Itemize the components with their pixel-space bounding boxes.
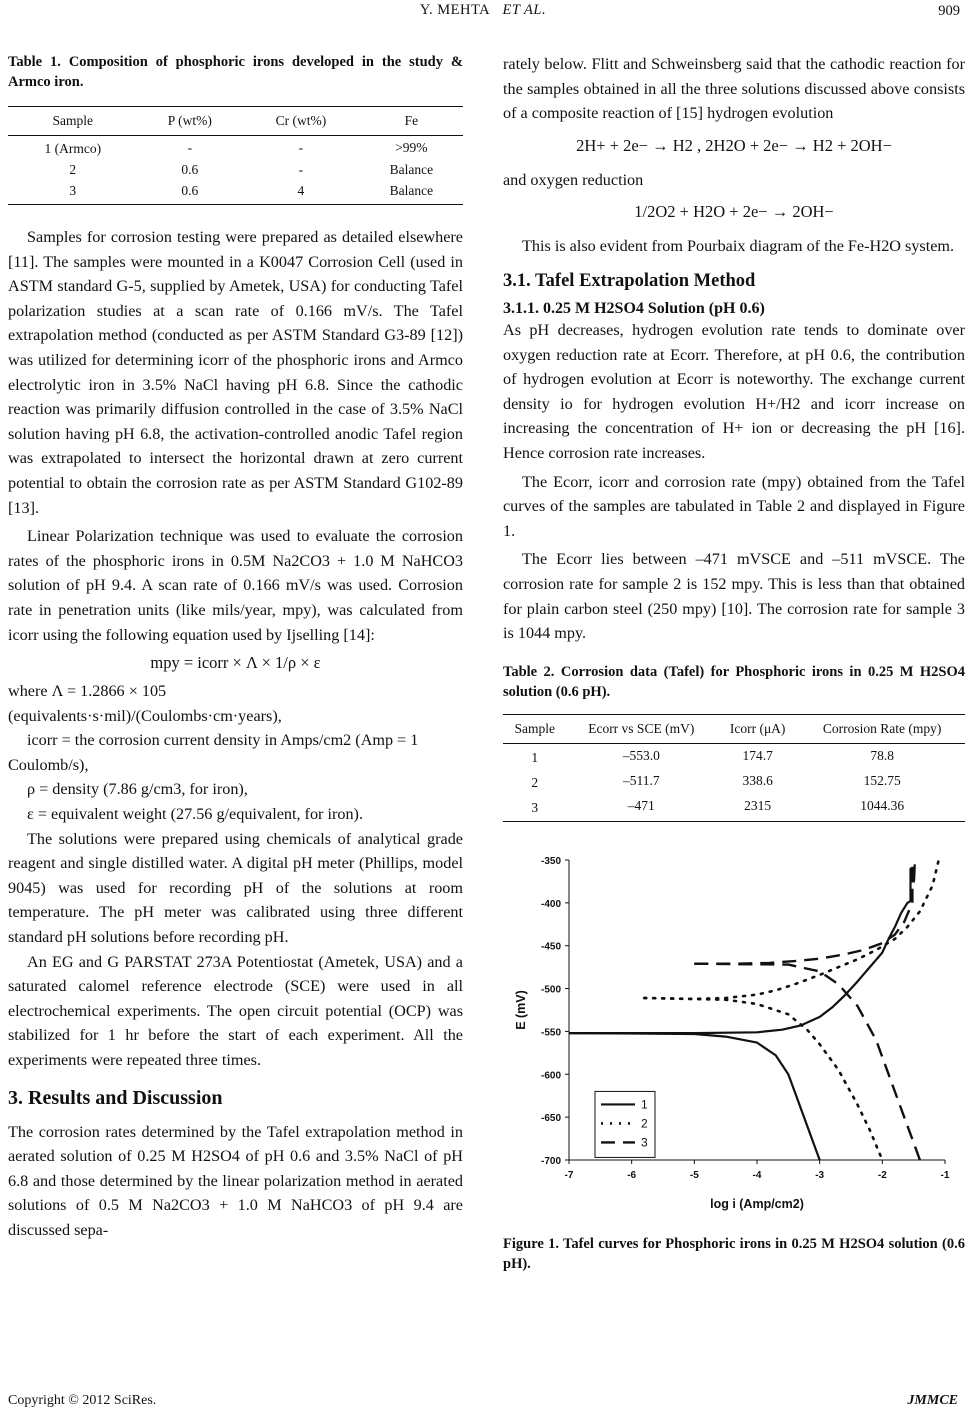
equation-hydrogen-evolution: 2H+ + 2e− → H2 , 2H2O + 2e− → H2 + 2OH−	[576, 135, 892, 155]
y-tick-label: -600	[540, 1069, 561, 1081]
y-tick-label: -650	[540, 1112, 561, 1124]
equation-oxygen-reduction: 1/2O2 + H2O + 2e− → 2OH−	[634, 202, 834, 222]
equation-definitions	[8, 679, 463, 827]
table2-cell: 152.75	[863, 772, 901, 788]
y-tick-label: -500	[540, 984, 561, 996]
y-axis-label: E (mV)	[514, 989, 528, 1030]
footer-journal: JMMCE	[907, 1393, 958, 1408]
x-tick-label: -5	[689, 1169, 699, 1181]
table1-cell: Balance	[360, 181, 463, 205]
table2-header-cell: Corrosion Rate (mpy)	[799, 714, 965, 743]
right-column	[503, 52, 965, 1274]
table2-cell: 2	[531, 774, 539, 790]
paragraph: The corrosion rates determined by the Tafel extrapolation method in aerated solution of 0.25 M H2SO4 of pH 0.6 and 3.5% NaCl of pH 6.8 and those determined by the linear polarization method in aerated solutions of 0.5 M Na2CO3 + 1.0 M NaHCO3 of pH 9.4 are discussed sepa-	[8, 1122, 463, 1239]
table2-cell: 78.8	[870, 747, 894, 763]
table1-row	[8, 181, 463, 205]
paragraph: As pH decreases, hydrogen evolution rate tends to dominate over oxygen reduction rate at Ecorr. Therefore, at pH 0.6, the contribution of hydrogen evolution at Ecorr is noteworthy. The exchange current density io for hydrogen evolution H+/H2 and icorr increase on increasing the concentration of H+ ion or decreasing the pH [16]. Hence corrosion rate increases.	[503, 320, 965, 462]
table1-cell: 3	[8, 181, 138, 205]
table2-header-cell: Icorr (μA)	[716, 714, 799, 743]
table1-caption: Table 1. Composition of phosphoric irons developed in the study & Armco iron.	[8, 54, 463, 90]
table2-header-cell: Ecorr vs SCE (mV)	[567, 714, 716, 743]
figure1-caption: Figure 1. Tafel curves for Phosphoric irons in 0.25 M H2SO4 solution (0.6 pH).	[503, 1235, 965, 1272]
x-tick-label: -2	[877, 1169, 887, 1181]
table2-cell: 1044.36	[799, 794, 965, 822]
x-tick-label: -1	[940, 1169, 950, 1181]
y-tick-label: -400	[540, 898, 561, 910]
table1-cell: Balance	[389, 162, 434, 177]
table2	[503, 714, 965, 822]
x-axis-label: log i (Amp/cm2)	[710, 1196, 804, 1211]
y-tick-label: -450	[540, 941, 561, 953]
section-heading: 3.1. Tafel Extrapolation Method	[503, 270, 756, 291]
equation-mpy: mpy = icorr × Λ × 1/ρ × ε	[150, 653, 321, 673]
table2-row	[503, 794, 965, 822]
table1-cell: -	[298, 162, 304, 177]
table2-row	[503, 769, 965, 794]
footer-copyright: Copyright © 2012 SciRes.	[8, 1393, 157, 1408]
paragraph: Linear Polarization technique was used to evaluate the corrosion rates of the phosphoric irons in 0.5M Na2CO3 + 1.0 M NaHCO3 solution of pH 9.4. A scan rate of 0.166 mV/s was used. Corrosion rate in penetration units (like mils/year, mpy), was calculated from icorr using the following equation used by Ijselling [14]:	[8, 527, 463, 644]
table1-header-cell: Cr (wt%)	[242, 107, 360, 136]
paragraph: and oxygen reduction	[503, 170, 644, 189]
definition-density: ρ = density (7.86 g/cm3, for iron),	[27, 780, 248, 799]
x-tick-label: -4	[752, 1169, 762, 1181]
section-heading: 3. Results and Discussion	[8, 1086, 223, 1109]
running-header	[0, 2, 966, 19]
table1-header-row	[8, 107, 463, 136]
table2-cell: 2315	[716, 794, 799, 822]
y-tick-label: -550	[540, 1027, 561, 1039]
paragraph: This is also evident from Pourbaix diagram of the Fe-H2O system.	[522, 237, 955, 256]
table2-cell: 3	[503, 794, 567, 822]
definition-lambda: where Λ = 1.2866 × 105	[8, 682, 167, 701]
table1-cell: -	[187, 139, 193, 155]
page-number: 909	[938, 3, 960, 19]
x-tick-label: -7	[564, 1169, 574, 1181]
subsection-heading: 3.1.1. 0.25 M H2SO4 Solution (pH 0.6)	[503, 299, 765, 317]
series-2-cathodic-line	[644, 998, 882, 1160]
paragraph: The Ecorr, icorr and corrosion rate (mpy) obtained from the Tafel curves of the samples are tabulated in Table 2 and displayed in Figure 1.	[503, 472, 965, 540]
table2-caption: Table 2. Corrosion data (Tafel) for Phosphoric irons in 0.25 M H2SO4 solution (0.6 pH).	[503, 663, 965, 700]
paragraph: An EG and G PARSTAT 273A Potentiostat (Ametek, USA) and a saturated calomel reference electrode (SCE) were used in all electrochemical experiments. The open circuit potential (OCP) was stabilized for 1 hr before the start of each experiment. All the experiments were repeated three times.	[8, 952, 463, 1069]
table2-cell: 338.6	[742, 772, 773, 788]
table1-cell: -	[298, 139, 304, 155]
table1	[8, 106, 463, 205]
table1-header-cell: Fe	[360, 107, 463, 136]
table2-cell: 1	[531, 749, 539, 765]
series-3-anodic-line	[694, 861, 915, 963]
x-tick-label: -3	[815, 1169, 825, 1181]
definition-icorr: icorr = the corrosion current density in Amps/cm2 (Amp = 1 Coulomb/s),	[8, 731, 419, 774]
legend-label-2: 2	[641, 1116, 648, 1131]
table1-cell: 4	[242, 181, 360, 205]
table2-cell: –511.7	[622, 772, 660, 788]
table1-header-cell: P (wt%)	[138, 107, 243, 136]
table2-row	[503, 743, 965, 769]
legend-label-3: 3	[641, 1135, 648, 1150]
table1-header-cell: Sample	[8, 107, 138, 136]
table1-cell: 0.6	[181, 162, 199, 177]
table2-cell: 174.7	[742, 747, 773, 763]
left-column	[8, 52, 463, 1243]
table2-cell: –471	[567, 794, 716, 822]
paragraph: rately below. Flitt and Schweinsberg said that the cathodic reaction for the samples obtained in all the three solutions discussed above consists of a composite reaction of [15] hydrogen evolution	[503, 55, 965, 123]
x-tick-label: -6	[627, 1169, 637, 1181]
tafel-chart-svg	[503, 838, 965, 1228]
table2-header-cell: Sample	[503, 714, 567, 743]
table1-row	[8, 160, 463, 181]
y-tick-label: -350	[540, 855, 561, 867]
table1-row	[8, 136, 463, 161]
tafel-chart	[503, 838, 965, 1228]
series-1-anodic-line	[569, 864, 915, 1033]
y-tick-label: -700	[540, 1155, 561, 1167]
series-3-cathodic-line	[694, 963, 920, 1159]
table1-cell: 2	[69, 162, 77, 177]
table2-cell: –553.0	[622, 747, 660, 763]
paragraph: Samples for corrosion testing were prepared as detailed elsewhere [11]. The samples were mounted in a K0047 Corrosion Cell (used in ASTM standard G-5, supplied by Ametek, USA) for conducting Tafel polarization studies at a scan rate of 0.166 mV/s. The Tafel extrapolation method (conducted as per ASTM Standard G3-89 [12]) was utilized for determining icorr of the phosphoric irons and Armco electrolytic iron in 3.5% NaCl having pH 6.8. Since the cathodic reaction was primarily diffusion controlled in the case of 3.5% NaCl solution having pH 6.8, the activation-controlled anodic Tafel region was extrapolated to intersect the horizontal drawn at zero current potential to obtain the corrosion rate as per ASTM Standard G102-89 [13].	[8, 228, 463, 517]
table2-header-row	[503, 714, 965, 743]
header-author: Y. MEHTA	[419, 2, 491, 18]
table1-cell: 0.6	[138, 181, 243, 205]
legend-label-1: 1	[641, 1097, 648, 1112]
table1-cell: 1 (Armco)	[44, 141, 102, 156]
header-etal: ET AL.	[502, 2, 547, 18]
paragraph: The solutions were prepared using chemicals of analytical grade reagent and single distilled water. A digital pH meter (Phillips, model 9045) was used for recording pH of the solutions at room temperature. The pH meter was calibrated using three different standard pH solutions before recording pH.	[8, 829, 463, 947]
table1-cell: >99%	[395, 139, 428, 155]
definition-units: (equivalents·s·mil)/(Coulombs·cm·years),	[8, 706, 282, 725]
paragraph: The Ecorr lies between –471 mVSCE and –511 mVSCE. The corrosion rate for sample 2 is 152 mpy. This is less than that obtained for plain carbon steel (250 mpy) [10]. The corrosion rate for sample 3 is 1044 mpy.	[503, 550, 965, 643]
definition-equivalent-weight: ε = equivalent weight (27.56 g/equivalent, for iron).	[27, 805, 363, 824]
